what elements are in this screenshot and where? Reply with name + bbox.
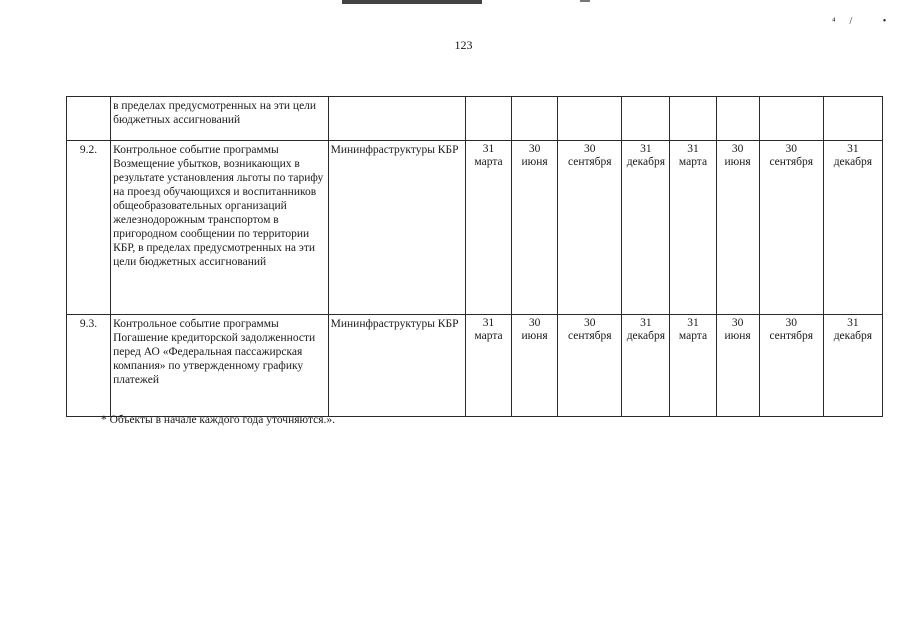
date-month: сентября bbox=[769, 330, 813, 342]
description-cell: Контрольное событие программы Погашение кредиторской задолженности перед АО «Федеральная пассажирская компания» по утвержденному графику платежей bbox=[111, 315, 329, 417]
date-cell bbox=[670, 97, 716, 141]
date-day: 30 bbox=[528, 317, 541, 329]
date-month: сентября bbox=[567, 156, 612, 168]
date-day: 31 bbox=[640, 143, 652, 155]
date-cell bbox=[823, 97, 882, 141]
top-edge-artifact-small bbox=[580, 0, 590, 2]
date-day: 31 bbox=[640, 317, 652, 329]
date-day: 31 bbox=[847, 317, 859, 329]
date-day: 31 bbox=[687, 143, 699, 155]
date-day: 31 bbox=[687, 317, 699, 329]
date-month: декабря bbox=[626, 156, 666, 168]
date-month: сентября bbox=[769, 156, 813, 168]
number-cell bbox=[67, 97, 111, 141]
date-cell bbox=[622, 97, 670, 141]
date-cell bbox=[465, 141, 511, 315]
date-cell bbox=[823, 315, 882, 417]
page-number: 123 bbox=[454, 38, 473, 52]
date-day: 31 bbox=[482, 143, 495, 155]
responsible-cell: Мининфраструктуры КБР bbox=[328, 315, 465, 417]
corner-marks: ⁴/ • bbox=[832, 16, 901, 27]
date-month: марта bbox=[678, 330, 708, 342]
date-month: марта bbox=[474, 156, 503, 168]
date-cell bbox=[622, 141, 670, 315]
date-cell bbox=[465, 315, 511, 417]
date-cell bbox=[558, 315, 622, 417]
date-cell bbox=[512, 97, 558, 141]
date-cell bbox=[512, 141, 558, 315]
date-day: 31 bbox=[482, 317, 495, 329]
date-month: сентября bbox=[567, 330, 612, 342]
date-month: марта bbox=[474, 330, 503, 342]
responsible-cell bbox=[328, 97, 465, 141]
date-day: 30 bbox=[731, 143, 744, 155]
date-month: декабря bbox=[626, 330, 666, 342]
row-number: 9.2. bbox=[67, 141, 111, 315]
events-table bbox=[66, 96, 883, 417]
date-cell bbox=[512, 315, 558, 417]
date-cell bbox=[558, 97, 622, 141]
description-cell: в пределах предусмотренных на эти цели бюджетных ассигнований bbox=[111, 97, 329, 141]
date-cell bbox=[716, 97, 759, 141]
date-cell bbox=[759, 141, 823, 315]
date-month: июня bbox=[521, 156, 548, 168]
date-day: 30 bbox=[785, 317, 797, 329]
row-number: 9.3. bbox=[67, 315, 111, 417]
date-month: июня bbox=[724, 156, 751, 168]
date-day: 30 bbox=[731, 317, 744, 329]
date-month: декабря bbox=[833, 156, 873, 168]
date-month: декабря bbox=[833, 330, 873, 342]
table-row bbox=[67, 315, 883, 417]
date-cell bbox=[558, 141, 622, 315]
date-day: 30 bbox=[785, 143, 797, 155]
date-cell bbox=[622, 315, 670, 417]
date-cell bbox=[716, 141, 759, 315]
date-cell bbox=[823, 141, 882, 315]
date-month: марта bbox=[678, 156, 708, 168]
date-cell bbox=[716, 315, 759, 417]
date-cell bbox=[670, 315, 716, 417]
date-cell bbox=[465, 97, 511, 141]
date-cell bbox=[670, 141, 716, 315]
description-cell: Контрольное событие программы Возмещение убытков, возникающих в результате установления льготы по тарифу на проезд обучающихся и воспитанников общеобразовательных организаций железнодорожным транспортом в пригородном сообщении по территории КБР, в пределах предусмотренных на эти цели бюджетных ассигнований bbox=[111, 141, 329, 315]
date-day: 30 bbox=[584, 143, 596, 155]
footnote: * Объекты в начале каждого года уточняются.». bbox=[101, 414, 336, 426]
date-day: 30 bbox=[528, 143, 541, 155]
top-edge-artifact bbox=[342, 0, 482, 4]
date-cell bbox=[759, 97, 823, 141]
date-day: 31 bbox=[847, 143, 859, 155]
table-row-continuation bbox=[67, 97, 883, 141]
date-day: 30 bbox=[584, 317, 596, 329]
date-month: июня bbox=[521, 330, 548, 342]
date-cell bbox=[759, 315, 823, 417]
date-month: июня bbox=[724, 330, 751, 342]
table-row bbox=[67, 141, 883, 315]
responsible-cell: Мининфраструктуры КБР bbox=[328, 141, 465, 315]
